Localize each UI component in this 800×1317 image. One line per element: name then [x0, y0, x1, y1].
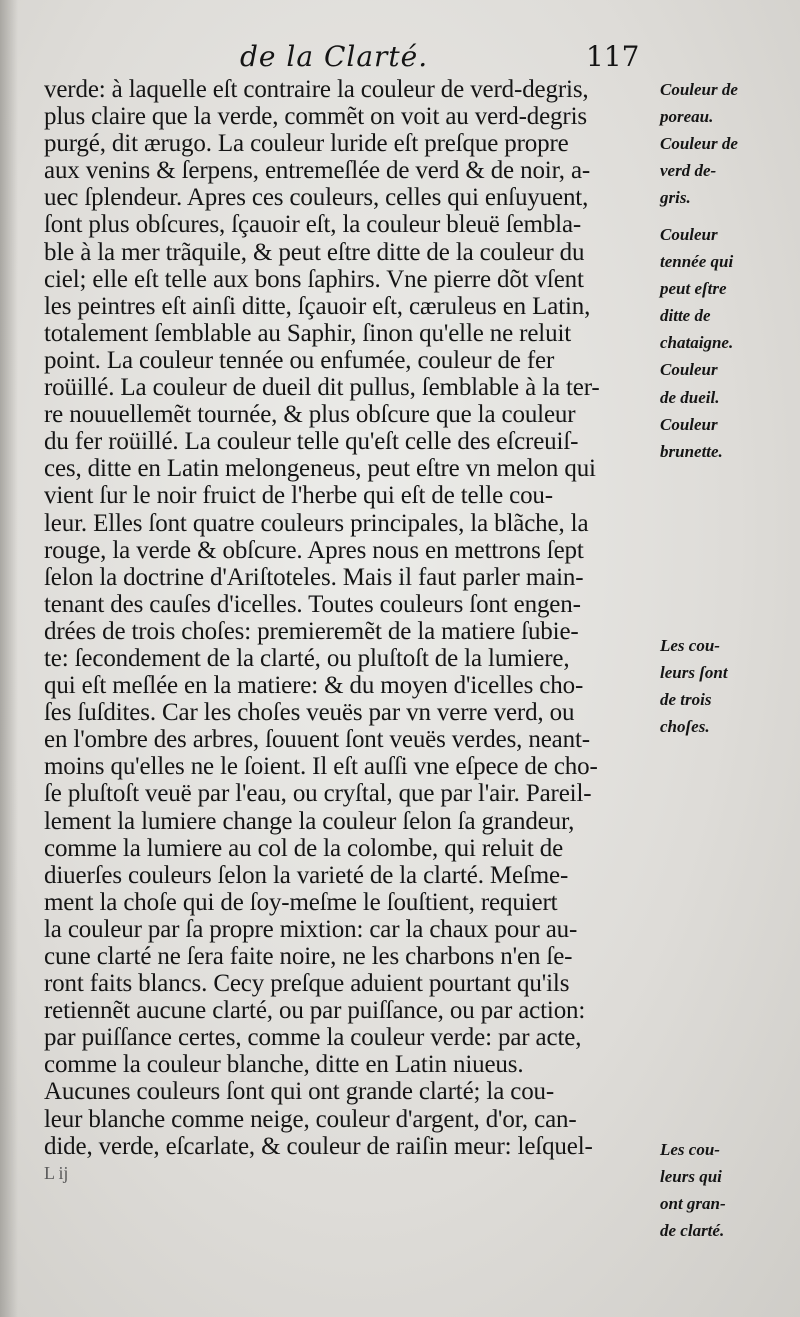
margin-note-line: de clarté.	[660, 1221, 725, 1241]
text-line: roüillé. La couleur de dueil dit pullus, ſemblable à la ter-	[44, 374, 600, 402]
margin-note	[660, 76, 800, 211]
margin-note-line: Couleur	[660, 414, 718, 434]
margin-note-line: Les cou-	[660, 636, 720, 655]
text-line: point. La couleur tennée ou enfumée, couleur de fer	[44, 346, 555, 374]
text-line: qui eſt meſlée en la matiere: & du moyen d'icelles cho-	[44, 672, 584, 700]
text-line: uec ſplendeur. Apres ces couleurs, celles qui enſuyuent,	[44, 184, 589, 212]
text-line: drées de trois choſes: premieremẽt de la matiere ſubie-	[44, 617, 579, 645]
margin-note-line: poreau.	[660, 107, 714, 127]
text-line: ble à la mer trãquile, & peut eſtre ditte de la couleur du	[44, 238, 585, 266]
running-title: de la Clarté.	[240, 40, 429, 73]
text-line: comme la couleur blanche, ditte en Latin niueus.	[44, 1051, 524, 1079]
text-line: totalement ſemblable au Saphir, ſinon qu'elle ne reluit	[44, 319, 572, 347]
margin-note-line: leurs qui	[660, 1167, 722, 1187]
text-line: re nouuellemẽt tournée, & plus obſcure que la couleur	[44, 401, 576, 429]
margin-note-line: Couleur de	[660, 134, 738, 154]
text-line: te: ſecondement de la clarté, ou pluſtoſt de la lumiere,	[44, 644, 570, 672]
text-line: moins qu'elles ne le ſoient. Il eſt auſſi vne eſpece de cho-	[44, 753, 598, 781]
text-line: ront faits blancs. Cecy preſque aduient pourtant qu'ils	[44, 970, 570, 998]
page-number: 117	[586, 40, 640, 73]
margin-note-line: de trois	[660, 690, 712, 710]
text-line: diuerſes couleurs ſelon la varieté de la clarté. Meſme-	[44, 861, 569, 889]
margin-note	[660, 221, 800, 465]
text-line: purgé, dit ærugo. La couleur luride eſt preſque propre	[44, 130, 569, 158]
text-line: du fer roüillé. La couleur telle qu'eſt celle des eſcreuiſ-	[44, 428, 579, 456]
margin-note-line: ditte de	[660, 306, 711, 326]
text-line: en l'ombre des arbres, ſouuent ſont veuës verdes, neant-	[44, 726, 590, 754]
text-line: vient ſur le noir fruict de l'herbe qui eſt de telle cou-	[44, 482, 553, 510]
margin-note-line: de dueil.	[660, 387, 720, 407]
text-line: ſe pluſtoſt veuë par l'eau, ou cryſtal, que par l'air. Pareil-	[44, 780, 592, 808]
text-line: la couleur par ſa propre mixtion: car la chaux pour au-	[44, 915, 578, 943]
text-line: Aucunes couleurs ſont qui ont grande clarté; la cou-	[44, 1078, 555, 1106]
text-line: lement la lumiere change la couleur ſelon ſa grandeur,	[44, 807, 575, 835]
text-line: ſont plus obſcures, ſçauoir eſt, la couleur bleuë ſembla-	[44, 211, 582, 239]
margin-note-line: ont gran-	[660, 1194, 726, 1214]
margin-note-line: leurs ſont	[660, 663, 728, 683]
text-line: dide, verde, eſcarlate, & couleur de raiſin meur: leſquel-	[44, 1132, 593, 1160]
text-line: L ij	[44, 1162, 69, 1183]
margin-note-line: gris.	[660, 188, 691, 208]
text-line: ſelon la doctrine d'Ariſtoteles. Mais il faut parler main-	[44, 563, 584, 591]
margin-note-line: chataigne.	[660, 333, 734, 353]
text-line: ciel; elle eſt telle aux bons ſaphirs. Vne pierre dõt vſent	[44, 265, 584, 293]
text-line: leur blanche comme neige, couleur d'argent, d'or, can-	[44, 1105, 577, 1133]
text-line: leur. Elles ſont quatre couleurs principales, la blãche, la	[44, 509, 589, 537]
margin-note-line: Couleur	[660, 225, 718, 244]
margin-note-line: peut eſtre	[660, 279, 727, 299]
margin-note	[660, 1136, 800, 1244]
text-line: plus claire que la verde, commẽt on voit au verd-degris	[44, 103, 587, 131]
margin-note-line: verd de-	[660, 161, 717, 181]
text-line: verde: à laquelle eſt contraire la couleur de verd-degris,	[44, 76, 589, 103]
margin-note-line: Les cou-	[660, 1140, 720, 1159]
margin-note-line: brunette.	[660, 441, 723, 461]
margin-note-line: Couleur de	[660, 80, 738, 99]
text-line: rouge, la verde & obſcure. Apres nous en mettrons ſept	[44, 536, 584, 564]
text-line: tenant des cauſes d'icelles. Toutes couleurs ſont engen-	[44, 590, 581, 618]
text-line: cune clarté ne ſera faite noire, ne les charbons n'en ſe-	[44, 943, 573, 970]
margin-note-line: Couleur	[660, 360, 718, 380]
text-line: ment la choſe qui de ſoy-meſme le ſouſtient, requiert	[44, 888, 558, 916]
margin-note-line: tennée qui	[660, 252, 734, 272]
text-line: ſes ſuſdites. Car les choſes veuës par vn verre verd, ou	[44, 699, 575, 727]
text-line: par puiſſance certes, comme la couleur verde: par acte,	[44, 1024, 582, 1052]
margin-notes	[660, 0, 800, 1317]
text-line: les peintres eſt ainſi ditte, ſçauoir eſt, cæruleus en Latin,	[44, 292, 591, 320]
text-line: ces, ditte en Latin melongeneus, peut eſtre vn melon qui	[44, 455, 596, 483]
text-line: comme la lumiere au col de la colombe, qui reluit de	[44, 834, 564, 862]
margin-note	[660, 632, 800, 740]
text-line: retiennẽt aucune clarté, ou par puiſſance, ou par action:	[44, 997, 586, 1025]
text-line: aux venins & ſerpens, entremeſlée de verd & de noir, a-	[44, 157, 591, 185]
margin-note-line: choſes.	[660, 717, 710, 737]
main-text-block	[44, 76, 656, 1187]
